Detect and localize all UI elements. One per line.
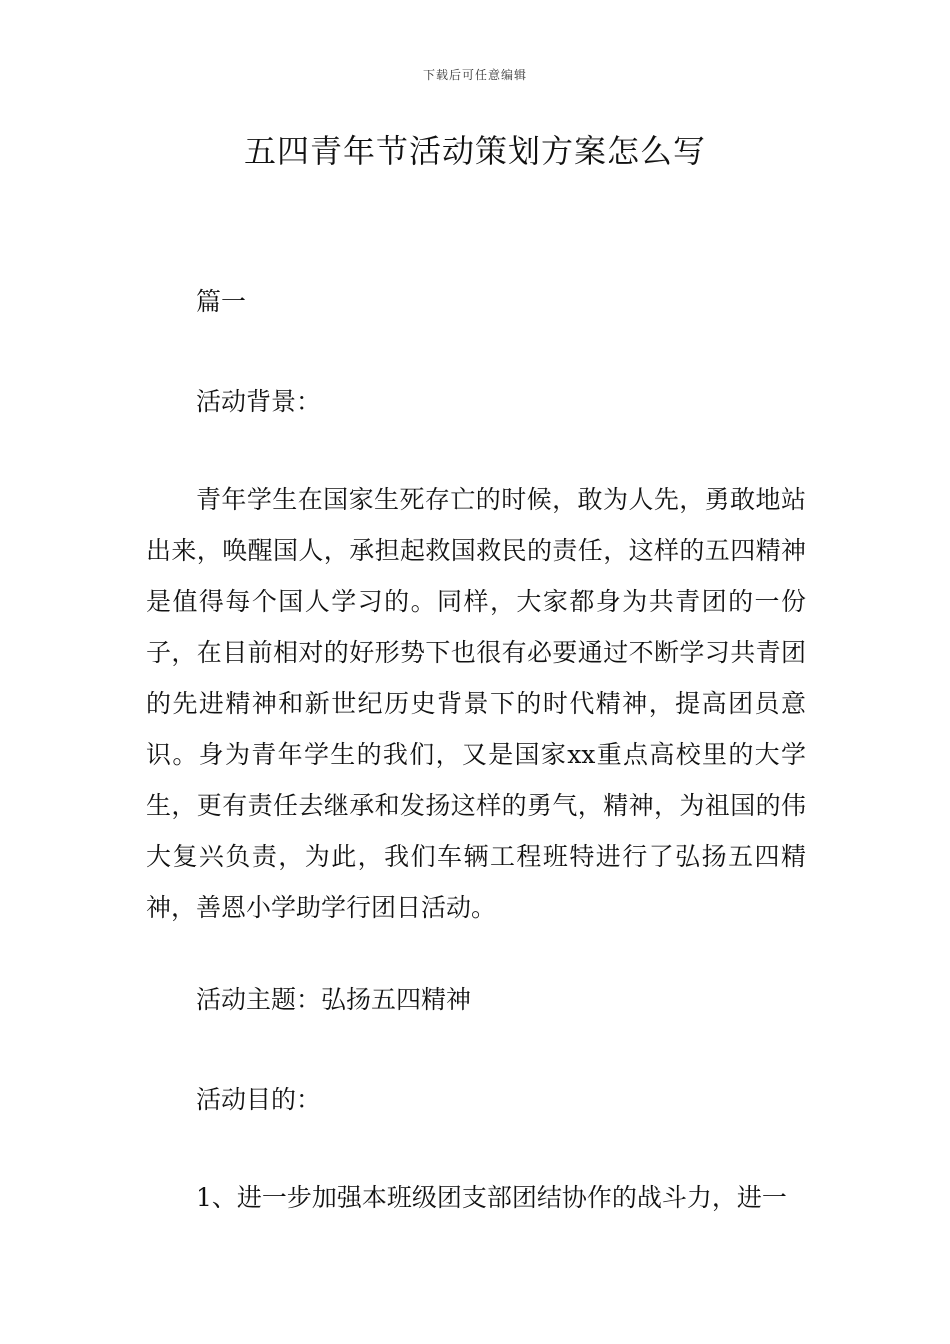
part-label: 篇一 bbox=[196, 287, 247, 316]
header-note: 下载后可任意编辑 bbox=[422, 68, 527, 82]
document-title: 五四青年节活动策划方案怎么写 bbox=[243, 132, 706, 170]
theme-line: 活动主题：弘扬五四精神 bbox=[196, 985, 472, 1014]
purpose-item-1: 1、进一步加强本班级团支部团结协作的战斗力，进一 bbox=[196, 1183, 787, 1212]
purpose-heading: 活动目的： bbox=[196, 1085, 322, 1114]
background-heading: 活动背景： bbox=[196, 387, 322, 416]
background-body: 青年学生在国家生死存亡的时候，敢为人先，勇敢地站出来，唤醒国人，承担起救国救民的责任，这样的五四精神是值得每个国人学习的。同样，大家都身为共青团的一份子，在目前相对的好形势下也很有必要通过不断学习共青团的先进精神和新世纪历史背景下的时代精神，提高团员意识。身为青年学生的我们，又是国家xx重点高校里的大学生，更有责任去继承和发扬这样的勇气，精神，为祖国的伟大复兴负责，为此，我们车辆工程班特进行了弘扬五四精神，善恩小学助学行团日活动。 bbox=[146, 485, 806, 922]
